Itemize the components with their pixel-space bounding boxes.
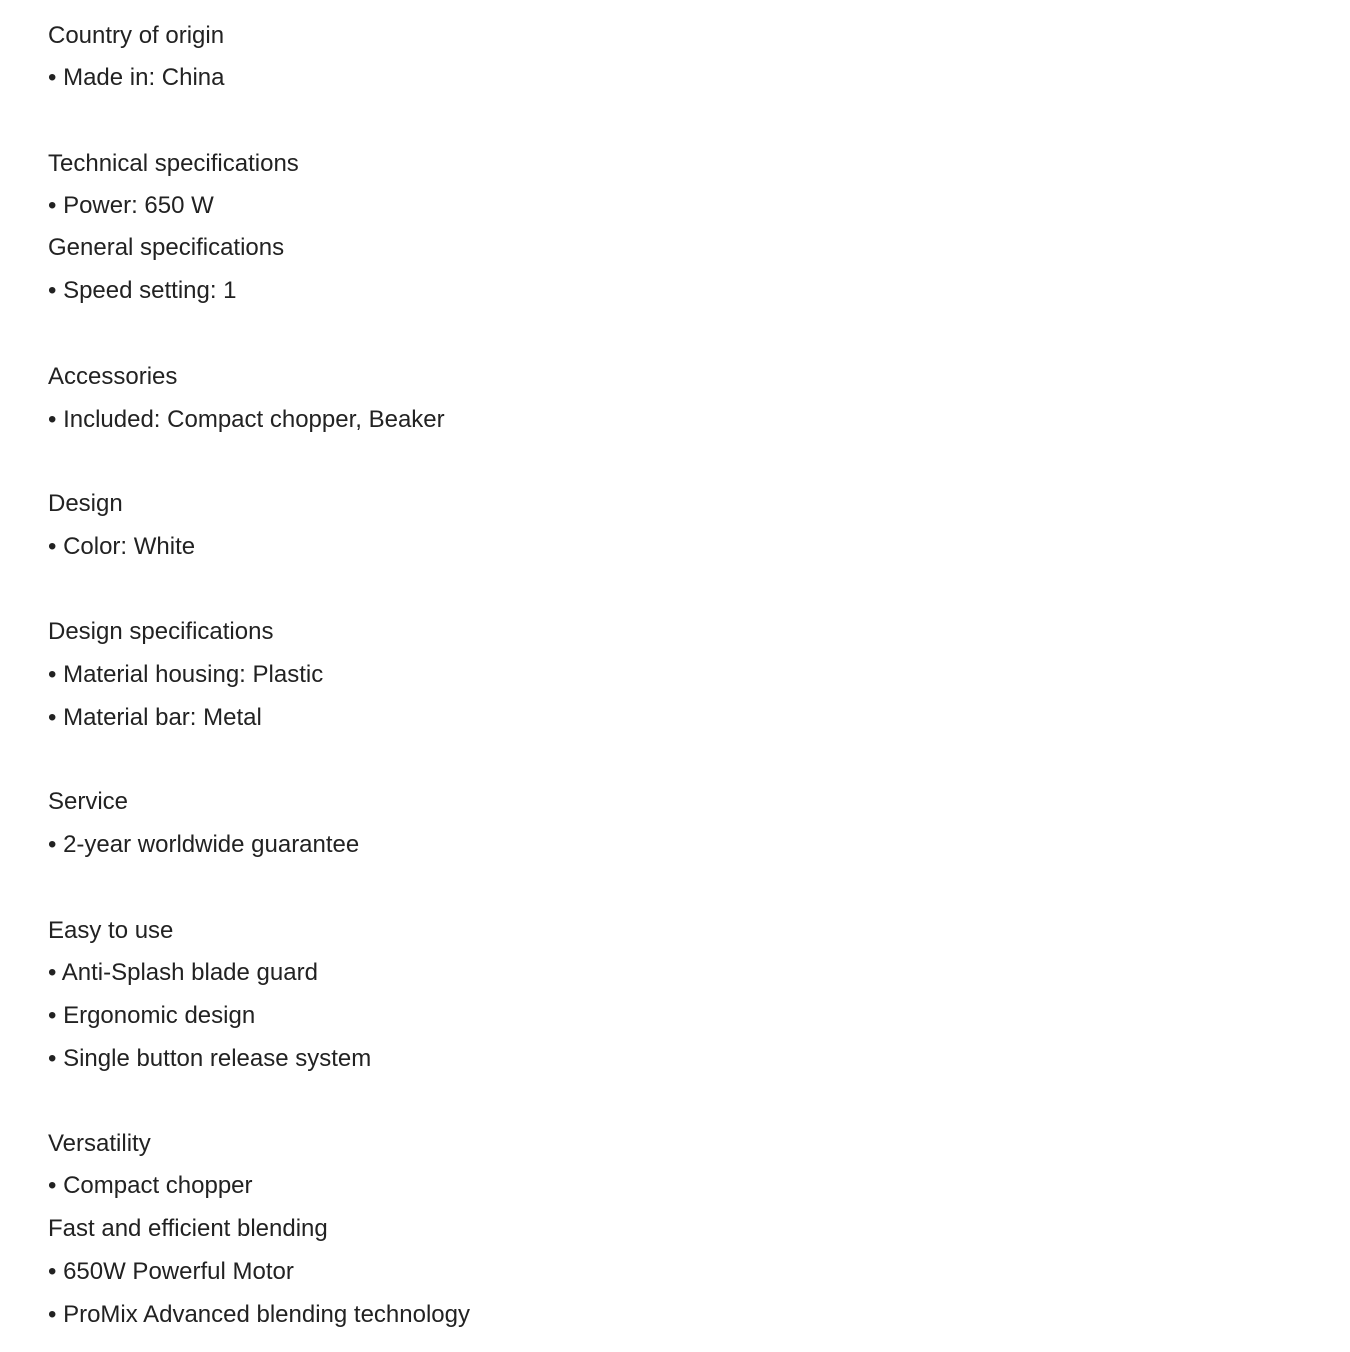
heading-versatility: Versatility bbox=[48, 1130, 151, 1157]
item-single-button-release: • Single button release system bbox=[48, 1045, 372, 1072]
heading-design-specifications: Design specifications bbox=[48, 618, 274, 645]
heading-accessories: Accessories bbox=[48, 363, 178, 390]
item-guarantee: • 2-year worldwide guarantee bbox=[48, 831, 360, 858]
heading-easy-to-use: Easy to use bbox=[48, 917, 174, 944]
heading-service: Service bbox=[48, 788, 129, 815]
item-speed-setting: • Speed setting: 1 bbox=[48, 277, 237, 304]
heading-country-of-origin: Country of origin bbox=[48, 22, 225, 49]
heading-design: Design bbox=[48, 490, 123, 517]
item-compact-chopper: • Compact chopper bbox=[48, 1172, 253, 1199]
heading-general-specifications: General specifications bbox=[48, 234, 285, 261]
item-color: • Color: White bbox=[48, 533, 196, 560]
heading-technical-specifications: Technical specifications bbox=[48, 150, 299, 177]
item-included: • Included: Compact chopper, Beaker bbox=[48, 406, 445, 433]
item-promix: • ProMix Advanced blending technology bbox=[48, 1301, 471, 1328]
item-made-in: • Made in: China bbox=[48, 64, 225, 91]
item-power: • Power: 650 W bbox=[48, 192, 214, 219]
spec-sheet bbox=[48, 0, 1298, 1352]
item-anti-splash: • Anti-Splash blade guard bbox=[48, 959, 318, 986]
item-ergonomic-design: • Ergonomic design bbox=[48, 1002, 256, 1029]
heading-fast-efficient-blending: Fast and efficient blending bbox=[48, 1215, 328, 1242]
item-material-housing: • Material housing: Plastic bbox=[48, 661, 324, 688]
item-material-bar: • Material bar: Metal bbox=[48, 704, 262, 731]
item-powerful-motor: • 650W Powerful Motor bbox=[48, 1258, 294, 1285]
